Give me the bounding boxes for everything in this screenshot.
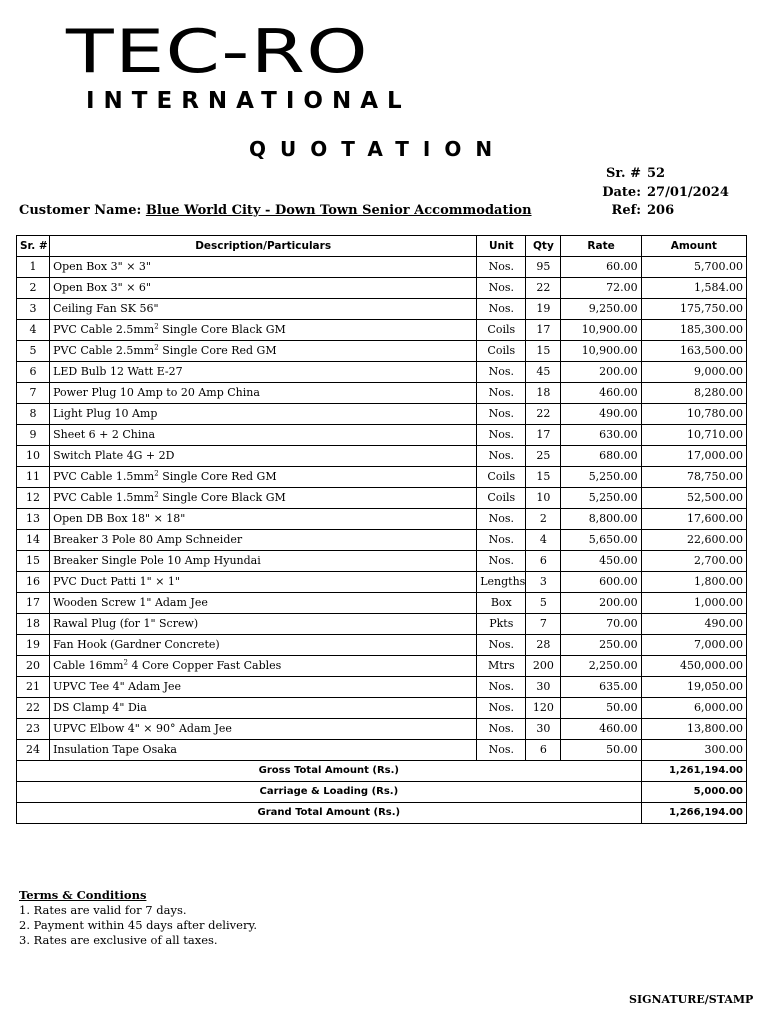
- row-qty: 45: [526, 362, 561, 383]
- row-qty: 7: [526, 614, 561, 635]
- row-amount: 163,500.00: [641, 341, 746, 362]
- grand-total-value: 1,266,194.00: [641, 803, 746, 824]
- row-sr: 18: [17, 614, 50, 635]
- row-qty: 6: [526, 551, 561, 572]
- row-description: LED Bulb 12 Watt E-27: [50, 362, 477, 383]
- row-sr: 12: [17, 488, 50, 509]
- row-sr: 24: [17, 740, 50, 761]
- terms-item: 1. Rates are valid for 7 days.: [19, 903, 187, 917]
- table-row: [17, 698, 747, 719]
- row-rate: 5,250.00: [561, 467, 641, 488]
- terms-item: 2. Payment within 45 days after delivery.: [19, 918, 258, 932]
- carriage-label: Carriage & Loading (Rs.): [17, 782, 642, 803]
- description-text: PVC Cable 1.5mm: [53, 470, 155, 483]
- row-unit: Nos.: [477, 446, 526, 467]
- row-sr: 8: [17, 404, 50, 425]
- date-label: Date:: [602, 185, 641, 200]
- company-logo-subtitle: INTERNATIONAL: [86, 88, 411, 114]
- row-amount: 1,000.00: [641, 593, 746, 614]
- row-unit: Coils: [477, 341, 526, 362]
- quotation-table: [16, 235, 747, 824]
- row-amount: 450,000.00: [641, 656, 746, 677]
- row-amount: 17,000.00: [641, 446, 746, 467]
- row-qty: 4: [526, 530, 561, 551]
- description-text: PVC Cable 2.5mm: [53, 344, 155, 357]
- row-rate: 50.00: [561, 698, 641, 719]
- row-qty: 22: [526, 404, 561, 425]
- row-unit: Coils: [477, 467, 526, 488]
- row-qty: 15: [526, 341, 561, 362]
- row-description: [50, 467, 477, 488]
- company-logo: TEC-RO: [66, 17, 369, 87]
- row-description: UPVC Tee 4" Adam Jee: [50, 677, 477, 698]
- row-sr: 15: [17, 551, 50, 572]
- carriage-row: [17, 782, 747, 803]
- row-unit: Nos.: [477, 509, 526, 530]
- gross-total-row: [17, 761, 747, 782]
- row-qty: 22: [526, 278, 561, 299]
- row-rate: 50.00: [561, 740, 641, 761]
- table-row: [17, 404, 747, 425]
- row-description: Fan Hook (Gardner Concrete): [50, 635, 477, 656]
- row-sr: 20: [17, 656, 50, 677]
- row-rate: 630.00: [561, 425, 641, 446]
- row-description: Rawal Plug (for 1" Screw): [50, 614, 477, 635]
- table-row: [17, 425, 747, 446]
- row-sr: 17: [17, 593, 50, 614]
- table-row: [17, 593, 747, 614]
- gross-total-label: Gross Total Amount (Rs.): [17, 761, 642, 782]
- row-amount: 1,800.00: [641, 572, 746, 593]
- row-amount: 2,700.00: [641, 551, 746, 572]
- row-qty: 120: [526, 698, 561, 719]
- row-description: Breaker Single Pole 10 Amp Hyundai: [50, 551, 477, 572]
- row-rate: 680.00: [561, 446, 641, 467]
- row-description: Ceiling Fan SK 56": [50, 299, 477, 320]
- row-unit: Box: [477, 593, 526, 614]
- row-unit: Nos.: [477, 362, 526, 383]
- row-qty: 6: [526, 740, 561, 761]
- row-description: Open DB Box 18" × 18": [50, 509, 477, 530]
- row-qty: 17: [526, 320, 561, 341]
- row-qty: 2: [526, 509, 561, 530]
- carriage-value: 5,000.00: [641, 782, 746, 803]
- row-rate: 490.00: [561, 404, 641, 425]
- row-amount: 300.00: [641, 740, 746, 761]
- row-rate: 5,250.00: [561, 488, 641, 509]
- row-sr: 19: [17, 635, 50, 656]
- ref-value: 206: [647, 203, 675, 218]
- table-row: [17, 488, 747, 509]
- superscript: 2: [154, 490, 159, 499]
- table-row: [17, 719, 747, 740]
- row-amount: 5,700.00: [641, 257, 746, 278]
- row-sr: 10: [17, 446, 50, 467]
- row-amount: 6,000.00: [641, 698, 746, 719]
- row-description: UPVC Elbow 4" × 90° Adam Jee: [50, 719, 477, 740]
- row-sr: 4: [17, 320, 50, 341]
- row-unit: Nos.: [477, 299, 526, 320]
- row-unit: Nos.: [477, 404, 526, 425]
- row-unit: Nos.: [477, 677, 526, 698]
- table-row: [17, 530, 747, 551]
- table-row: [17, 299, 747, 320]
- ref-label: Ref:: [611, 203, 641, 218]
- row-amount: 7,000.00: [641, 635, 746, 656]
- customer-name: Blue World City - Down Town Senior Accommodation: [145, 203, 532, 218]
- row-description: Breaker 3 Pole 80 Amp Schneider: [50, 530, 477, 551]
- row-sr: 22: [17, 698, 50, 719]
- row-unit: Nos.: [477, 425, 526, 446]
- header-unit: Unit: [477, 236, 526, 257]
- description-text: Cable 16mm: [53, 659, 124, 672]
- row-rate: 70.00: [561, 614, 641, 635]
- row-rate: 60.00: [561, 257, 641, 278]
- terms-title: Terms & Conditions: [19, 888, 147, 902]
- row-unit: Lengths: [477, 572, 526, 593]
- header-qty: Qty: [526, 236, 561, 257]
- superscript: 2: [123, 658, 128, 667]
- row-rate: 460.00: [561, 719, 641, 740]
- table-row: [17, 551, 747, 572]
- description-text: PVC Cable 2.5mm: [53, 323, 155, 336]
- row-amount: 8,280.00: [641, 383, 746, 404]
- row-unit: Mtrs: [477, 656, 526, 677]
- row-rate: 72.00: [561, 278, 641, 299]
- row-sr: 2: [17, 278, 50, 299]
- row-description: Insulation Tape Osaka: [50, 740, 477, 761]
- superscript: 2: [154, 322, 159, 331]
- serial-value: 52: [647, 166, 666, 181]
- date-value: 27/01/2024: [647, 185, 729, 200]
- row-rate: 460.00: [561, 383, 641, 404]
- row-description: [50, 488, 477, 509]
- table-row: [17, 509, 747, 530]
- row-sr: 13: [17, 509, 50, 530]
- row-amount: 1,584.00: [641, 278, 746, 299]
- row-amount: 9,000.00: [641, 362, 746, 383]
- table-row: [17, 572, 747, 593]
- terms-section: [19, 888, 257, 948]
- row-amount: 22,600.00: [641, 530, 746, 551]
- row-sr: 14: [17, 530, 50, 551]
- description-text: PVC Cable 1.5mm: [53, 491, 155, 504]
- row-amount: 10,780.00: [641, 404, 746, 425]
- row-unit: Nos.: [477, 257, 526, 278]
- row-unit: Nos.: [477, 635, 526, 656]
- row-unit: Pkts: [477, 614, 526, 635]
- row-qty: 200: [526, 656, 561, 677]
- row-sr: 3: [17, 299, 50, 320]
- gross-total-value: 1,261,194.00: [641, 761, 746, 782]
- header-amount: Amount: [641, 236, 746, 257]
- row-qty: 17: [526, 425, 561, 446]
- row-unit: Nos.: [477, 719, 526, 740]
- table-row: [17, 656, 747, 677]
- serial-label: Sr. #: [606, 166, 641, 181]
- signature-stamp-label: SIGNATURE/STAMP: [629, 993, 754, 1006]
- row-description: PVC Duct Patti 1" × 1": [50, 572, 477, 593]
- row-qty: 19: [526, 299, 561, 320]
- row-amount: 10,710.00: [641, 425, 746, 446]
- description-text-after: Single Core Red GM: [158, 344, 277, 357]
- row-rate: 2,250.00: [561, 656, 641, 677]
- row-rate: 250.00: [561, 635, 641, 656]
- table-row: [17, 320, 747, 341]
- row-description: Open Box 3" × 6": [50, 278, 477, 299]
- row-rate: 200.00: [561, 593, 641, 614]
- row-amount: 19,050.00: [641, 677, 746, 698]
- row-description: Open Box 3" × 3": [50, 257, 477, 278]
- row-amount: 13,800.00: [641, 719, 746, 740]
- terms-item: 3. Rates are exclusive of all taxes.: [19, 933, 218, 947]
- description-text-after: Single Core Black GM: [158, 491, 286, 504]
- row-description: [50, 656, 477, 677]
- row-qty: 30: [526, 719, 561, 740]
- row-unit: Nos.: [477, 740, 526, 761]
- row-rate: 5,650.00: [561, 530, 641, 551]
- table-row: [17, 614, 747, 635]
- row-rate: 200.00: [561, 362, 641, 383]
- row-description: Sheet 6 + 2 China: [50, 425, 477, 446]
- row-description: [50, 320, 477, 341]
- row-sr: 11: [17, 467, 50, 488]
- description-text-after: Single Core Black GM: [158, 323, 286, 336]
- description-text-after: Single Core Red GM: [158, 470, 277, 483]
- row-qty: 10: [526, 488, 561, 509]
- grand-total-label: Grand Total Amount (Rs.): [17, 803, 642, 824]
- row-amount: 78,750.00: [641, 467, 746, 488]
- grand-total-row: [17, 803, 747, 824]
- row-rate: 450.00: [561, 551, 641, 572]
- table-header-row: [17, 236, 747, 257]
- customer-label: Customer Name:: [19, 203, 142, 218]
- table-row: [17, 257, 747, 278]
- row-unit: Coils: [477, 320, 526, 341]
- row-description: Switch Plate 4G + 2D: [50, 446, 477, 467]
- row-sr: 23: [17, 719, 50, 740]
- row-amount: 52,500.00: [641, 488, 746, 509]
- document-title: QUOTATION: [249, 137, 507, 161]
- header-description: Description/Particulars: [50, 236, 477, 257]
- table-row: [17, 362, 747, 383]
- row-sr: 16: [17, 572, 50, 593]
- row-description: [50, 341, 477, 362]
- header-rate: Rate: [561, 236, 641, 257]
- customer-line: [19, 203, 532, 218]
- table-row: [17, 383, 747, 404]
- row-rate: 9,250.00: [561, 299, 641, 320]
- row-unit: Nos.: [477, 551, 526, 572]
- row-unit: Nos.: [477, 278, 526, 299]
- row-amount: 490.00: [641, 614, 746, 635]
- row-amount: 185,300.00: [641, 320, 746, 341]
- row-sr: 6: [17, 362, 50, 383]
- superscript: 2: [154, 469, 159, 478]
- superscript: 2: [154, 343, 159, 352]
- table-row: [17, 467, 747, 488]
- row-unit: Nos.: [477, 383, 526, 404]
- row-rate: 600.00: [561, 572, 641, 593]
- table-row: [17, 278, 747, 299]
- row-description: DS Clamp 4" Dia: [50, 698, 477, 719]
- row-rate: 10,900.00: [561, 341, 641, 362]
- row-sr: 5: [17, 341, 50, 362]
- row-description: Wooden Screw 1" Adam Jee: [50, 593, 477, 614]
- row-qty: 30: [526, 677, 561, 698]
- description-text-after: 4 Core Copper Fast Cables: [127, 659, 282, 672]
- row-qty: 25: [526, 446, 561, 467]
- row-sr: 7: [17, 383, 50, 404]
- row-sr: 9: [17, 425, 50, 446]
- row-unit: Nos.: [477, 530, 526, 551]
- row-sr: 21: [17, 677, 50, 698]
- row-qty: 18: [526, 383, 561, 404]
- row-unit: Coils: [477, 488, 526, 509]
- row-qty: 95: [526, 257, 561, 278]
- row-qty: 5: [526, 593, 561, 614]
- row-unit: Nos.: [477, 698, 526, 719]
- table-row: [17, 740, 747, 761]
- row-qty: 3: [526, 572, 561, 593]
- table-row: [17, 677, 747, 698]
- row-description: Light Plug 10 Amp: [50, 404, 477, 425]
- row-qty: 28: [526, 635, 561, 656]
- header-sr: Sr. #: [17, 236, 50, 257]
- row-amount: 175,750.00: [641, 299, 746, 320]
- table-row: [17, 446, 747, 467]
- row-sr: 1: [17, 257, 50, 278]
- row-rate: 8,800.00: [561, 509, 641, 530]
- row-rate: 635.00: [561, 677, 641, 698]
- table-row: [17, 635, 747, 656]
- row-qty: 15: [526, 467, 561, 488]
- row-rate: 10,900.00: [561, 320, 641, 341]
- row-amount: 17,600.00: [641, 509, 746, 530]
- table-row: [17, 341, 747, 362]
- row-description: Power Plug 10 Amp to 20 Amp China: [50, 383, 477, 404]
